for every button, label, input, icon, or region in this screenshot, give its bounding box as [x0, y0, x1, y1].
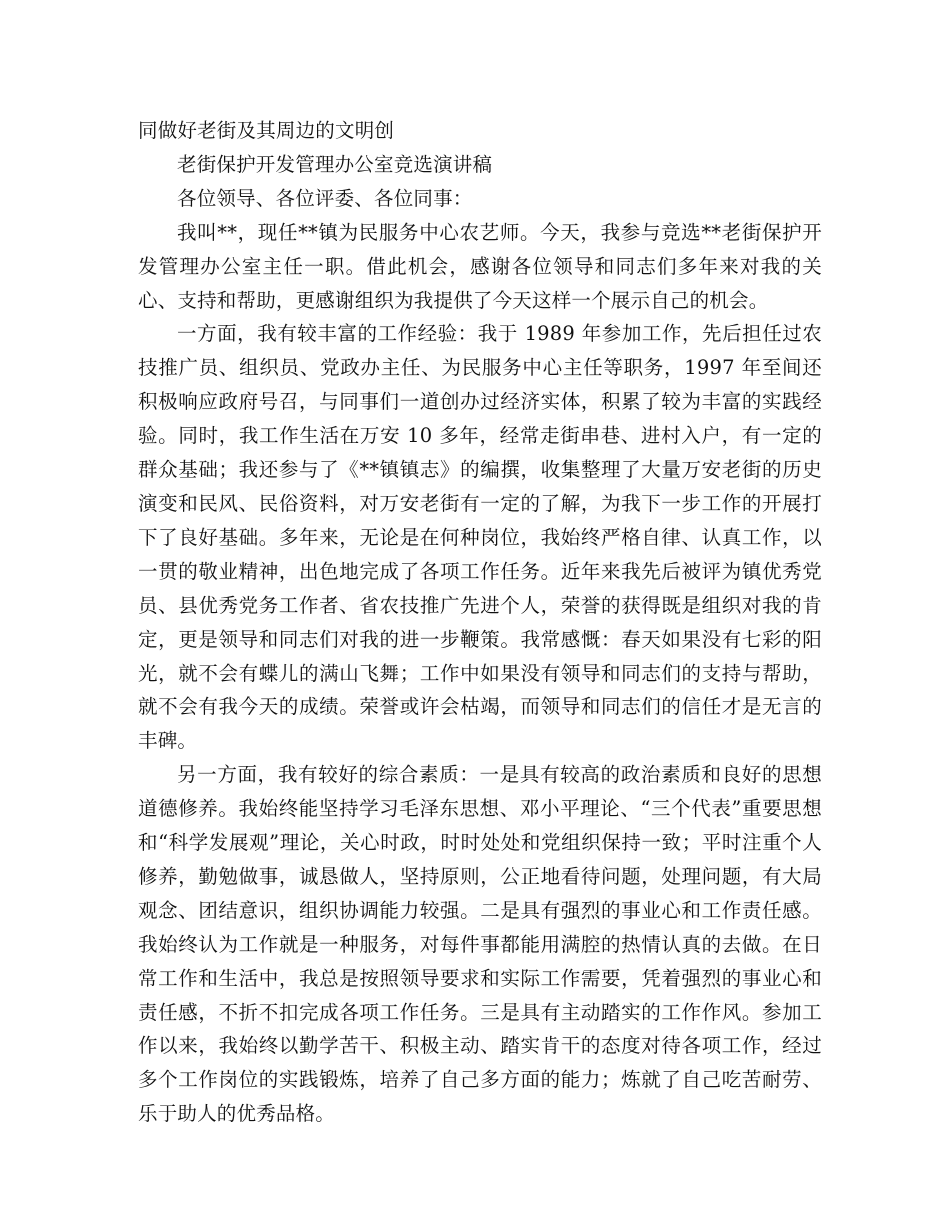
heading-fragment: 同做好老街及其周边的文明创 [138, 119, 395, 142]
salutation: 各位领导、各位评委、各位同事： [177, 186, 473, 210]
paragraph-introduction: 我叫**，现任**镇为民服务中心农艺师。今天，我参与竞选**老街保护开发管理办公室主任一职。借此机会，感谢各位领导和同志们多年来对我的关心、支持和帮助，更感谢组织为我提供了今天这样一个展示自己的机会。 [138, 220, 822, 312]
document-body [138, 114, 822, 1131]
speech-title: 老街保护开发管理办公室竞选演讲稿 [177, 152, 493, 176]
paragraph-qualities: 另一方面，我有较好的综合素质：一是具有较高的政治素质和良好的思想道德修养。我始终能坚持学习毛泽东思想、邓小平理论、“三个代表”重要思想和“科学发展观”理论，关心时政，时时处处和党组织保持一致；平时注重个人修养，勤勉做事，诚恳做人，坚持原则，公正地看待问题，处理问题，有大局观念、团结意识，组织协调能力较强。二是具有强烈的事业心和工作责任感。我始终认为工作就是一种服务，对每件事都能用满腔的热情认真的去做。在日常工作和生活中，我总是按照领导要求和实际工作需要，凭着强烈的事业心和责任感，不折不扣完成各项工作任务。三是具有主动踏实的工作作风。参加工作以来，我始终以勤学苦干、积极主动、踏实肯干的态度对待各项工作，经过多个工作岗位的实践锻炼，培养了自己多方面的能力；炼就了自己吃苦耐劳、乐于助人的优秀品格。 [138, 763, 822, 1126]
paragraph-experience: 一方面，我有较丰富的工作经验：我于 1989 年参加工作，先后担任过农技推广员、组织员、党政办主任、为民服务中心主任等职务，1997 年至间还积极响应政府号召，与同事们一道创办过经济实体，积累了较为丰富的实践经验。同时，我工作生活在万安 10 多年，经常走街串巷、进村入户，有一定的群众基础；我还参与了《**镇镇志》的编撰，收集整理了大量万安老街的历史演变和民风、民俗资料，对万安老街有一定的了解，为我下一步工作的开展打下了良好基础。多年来，无论是在何种岗位，我始终严格自律、认真工作，以一贯的敬业精神，出色地完成了各项工作任务。近年来我先后被评为镇优秀党员、县优秀党务工作者、省农技推广先进个人，荣誉的获得既是组织对我的肯定，更是领导和同志们对我的进一步鞭策。我常感慨：春天如果没有七彩的阳光，就不会有蝶儿的满山飞舞；工作中如果没有领导和同志们的支持与帮助，就不会有我今天的成绩。荣誉或许会枯竭，而领导和同志们的信任才是无言的丰碑。 [138, 322, 822, 753]
